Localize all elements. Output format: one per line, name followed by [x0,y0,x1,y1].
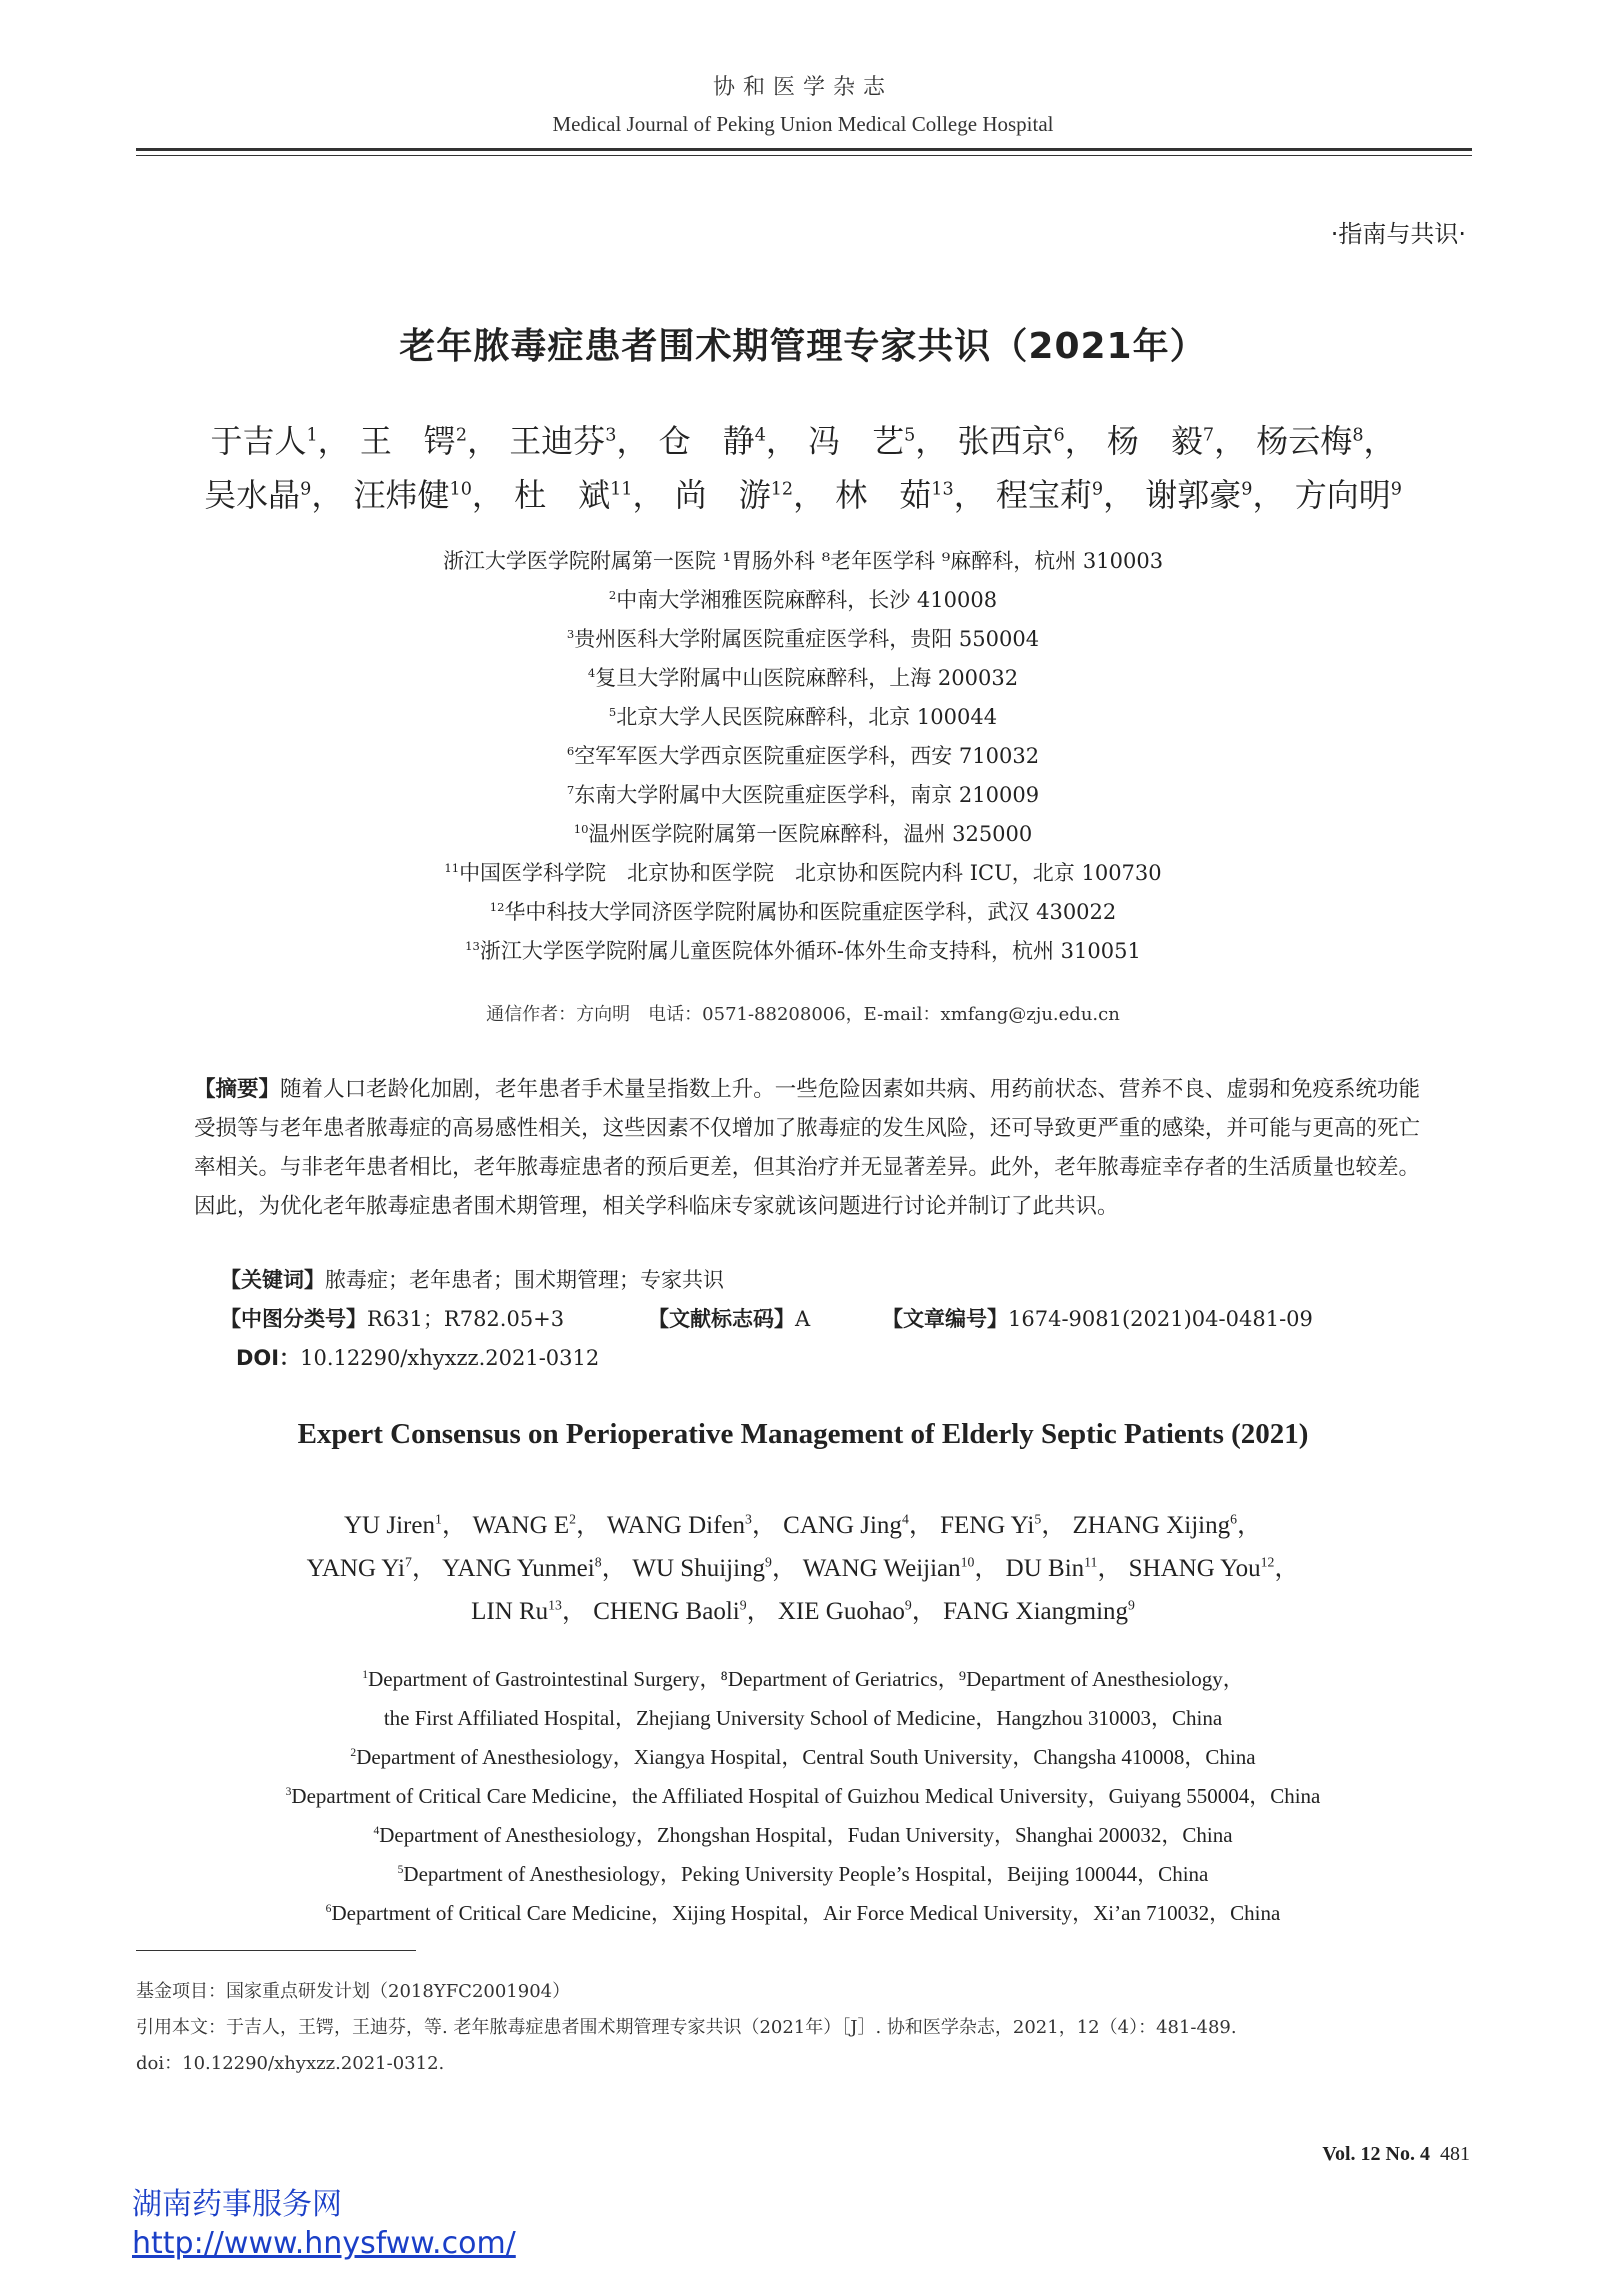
watermark-site-name: 湖南药事服务网 [132,2187,342,2222]
affiliation-line: 浙江大学医学院附属第一医院 ¹胃肠外科 ⁸老年医学科 ⁹麻醉科，杭州 310003 [442,549,1164,573]
author-name: 谢郭豪 [1145,476,1242,514]
header-rule [136,148,1472,151]
citation-note: 引用本文：于吉人，王锷，王迪芬，等. 老年脓毒症患者围术期管理专家共识（2021年）［J］. 协和医学杂志，2021，12（4）：481-489. [136,2017,1237,2038]
affiliation-line: $^{12}$华中科技大学同济医学院附属协和医院重症医学科，武汉 430022 [489,900,1117,924]
article-title-en: Expert Consensus on Perioperative Management of Elderly Septic Patients (2021) [297,1418,1309,1450]
affiliations-cn [0,542,1606,971]
author-name: XIE Guohao [777,1598,905,1625]
article-number-label: 【文章编号】 [882,1307,1008,1331]
author-name: YU Jiren [344,1512,435,1539]
author-name: 林 茹 [835,476,932,514]
author-name: ZHANG Xijing [1072,1512,1231,1539]
affiliation-line: the First Affiliated Hospital，Zhejiang University School of Medicine，Hangzhou 310003，China [383,1706,1223,1730]
author-list-cn [0,414,1606,522]
affiliations-en [0,1660,1606,1933]
doi-text: 10.12290/xhyxzz.2021-0312 [300,1346,600,1370]
author-name: SHANG You [1128,1555,1261,1582]
author-sup: 6 [1053,425,1065,446]
abstract [194,1070,1420,1226]
abstract-label: 【摘要】 [194,1077,281,1102]
classification-text: R631；R782.05+3 [367,1307,565,1331]
author-sup: 5 [904,425,916,446]
author-name: WANG Difen [606,1512,746,1539]
author-list-en [0,1504,1606,1633]
author-sup: 3 [605,425,617,446]
author-line: 吴水晶$^9$， 汪炜健$^{10}$， 杜 斌$^{11}$， 尚 游$^{12}$， 林 茹$^{13}$， 程宝莉$^9$， 谢郭豪$^9$， 方向明$^9$ [204,476,1402,514]
affiliation-line: $^2$中南大学湘雅医院麻醉科，长沙 410008 [608,588,998,612]
author-name: WU Shuijing [632,1555,766,1582]
author-name: 张西京 [957,422,1054,460]
keywords-label: 【关键词】 [220,1268,325,1292]
author-name: 王 锷 [359,422,456,460]
affiliation-line: $^4$Department of Anesthesiology，Zhongshan Hospital，Fudan University，Shanghai 200032，China [373,1823,1233,1847]
doc-code-label: 【文献标志码】 [648,1307,795,1331]
article-title-cn: 老年脓毒症患者围术期管理专家共识（2021年） [399,326,1207,367]
classification-label: 【中图分类号】 [220,1307,367,1331]
page-number: 481 [1440,2143,1470,2165]
affiliation-line: $^4$复旦大学附属中山医院麻醉科，上海 200032 [587,666,1019,690]
affiliation-line: $^2$Department of Anesthesiology，Xiangya Hospital，Central South University，Changsha 410008，China [350,1745,1256,1769]
author-name: 杜 斌 [514,476,611,514]
author-name: DU Bin [1005,1555,1085,1582]
author-name: LIN Ru [471,1598,549,1625]
author-name: 于吉人 [210,422,307,460]
footnote-rule [136,1950,416,1951]
author-name: CHENG Baoli [593,1598,740,1625]
classification-row [220,1303,564,1333]
author-name: 王迪芬 [509,422,606,460]
author-line: LIN Ru$^{13}$， CHENG Baoli$^9$， XIE Guohao$^9$， FANG Xiangming$^9$ [471,1597,1135,1625]
page-footer [1322,2143,1470,2166]
author-name: FENG Yi [940,1512,1035,1539]
author-sup: 1 [306,425,318,446]
footnotes [136,1974,1237,2082]
watermark-link[interactable]: http://www.hnysfww.com/ [132,2226,516,2261]
doi-line [236,1342,599,1372]
author-name: 吴水晶 [204,476,301,514]
author-name: 冯 艺 [808,422,905,460]
doi-label: DOI： [236,1346,301,1370]
author-line: YU Jiren$^1$， WANG $E^2$， WANG Difen$^3$， CANG Jing$^4$， FENG Yi$^5$， ZHANG Xijing$^6$， [344,1511,1262,1539]
author-name: 程宝莉 [995,476,1092,514]
corresponding-author: 通信作者：方向明 电话：0571-88208006，E-mail：xmfang@zju.edu.cn [486,1004,1120,1025]
author-name: 仓 静 [658,422,755,460]
affiliation-line: $^{10}$温州医学院附属第一医院麻醉科，温州 325000 [573,822,1033,846]
affiliation-line: $^{11}$中国医学科学院 北京协和医学院 北京协和医院内科 ICU，北京 100730 [444,861,1162,885]
article-number [882,1303,1313,1333]
author-sup: 10 [449,479,472,500]
affiliation-line: $^6$Department of Critical Care Medicine，Xijing Hospital，Air Force Medical University，Xi’an 710032，China [325,1901,1281,1925]
affiliation-line: $^1$Department of Gastrointestinal Surgery，⁸Department of Geriatrics，⁹Department of Anesthesiology， [362,1667,1244,1691]
affiliation-line: $^{13}$浙江大学医学院附属儿童医院体外循环-体外生命支持科，杭州 310051 [465,939,1141,963]
affiliation-line: $^6$空军军医大学西京医院重症医学科，西安 710032 [566,744,1040,768]
author-name: YANG Yi [306,1555,405,1582]
journal-title-cn: 协和医学杂志 [712,75,893,100]
affiliation-line: $^7$东南大学附属中大医院重症医学科，南京 210009 [566,783,1040,807]
volume-label: Vol. 12 No. 4 [1322,2143,1430,2165]
author-sup: 7 [1202,425,1215,446]
abstract-text: 随着人口老龄化加剧，老年患者手术量呈指数上升。一些危险因素如共病、用药前状态、营养不良、虚弱和免疫系统功能受损等与老年患者脓毒症的高易感性相关，这些因素不仅增加了脓毒症的发生风险，还可导致更严重的感染，并可能与更高的死亡率相关。与非老年患者相比，老年脓毒症患者的预后更差，但其治疗并无显著差异。此外，老年脓毒症幸存者的生活质量也较差。因此，为优化老年脓毒症患者围术期管理，相关学科临床专家就该问题进行讨论并制订了此共识。 [194,1077,1420,1219]
author-name: 尚 游 [674,476,771,514]
author-name: YANG Yunmei [442,1555,595,1582]
article-number-text: 1674-9081(2021)04-0481-09 [1008,1307,1313,1331]
affiliation-line: $^5$北京大学人民医院麻醉科，北京 100044 [608,705,998,729]
author-name: 方向明 [1294,476,1391,514]
section-tag: ·指南与共识· [1330,220,1466,248]
author-name: CANG Jing [783,1512,902,1539]
fund-note: 基金项目：国家重点研发计划（2018YFC2001904） [136,1981,571,2002]
journal-title-en: Medical Journal of Peking Union Medical College Hospital [552,112,1054,136]
author-sup: 9 [1091,479,1104,500]
author-sup: 11 [610,479,633,500]
author-sup: 4 [754,425,766,446]
watermark[interactable] [132,2185,516,2263]
affiliation-line: $^3$Department of Critical Care Medicine，the Affiliated Hospital of Guizhou Medical University，Guiyang 550004，China [285,1784,1321,1808]
author-name: WANG Weijian [802,1555,961,1582]
author-sup: 12 [770,479,794,500]
keywords [220,1264,724,1294]
author-name: FANG Xiangming [943,1598,1129,1625]
doc-code-text: A [795,1307,811,1331]
author-line: YANG Yi$^7$， YANG Yunmei$^8$， WU Shuijing$^9$， WANG Weijian$^{10}$， DU Bin$^{11}$， SHANG You$^{12}$， [306,1554,1300,1582]
author-sup: 9 [1390,479,1402,500]
author-sup: 8 [1352,425,1364,446]
author-name: 杨云梅 [1256,422,1353,460]
keywords-text: 脓毒症；老年患者；围术期管理；专家共识 [325,1268,724,1292]
author-sup: 9 [1241,479,1253,500]
author-sup: 9 [300,479,312,500]
author-sup: 2 [455,425,468,446]
author-name: WANG E [472,1512,570,1539]
author-line: 于吉人$^1$， 王 锷$^2$， 王迪芬$^3$， 仓 静$^4$， 冯 艺$^5$， 张西京$^6$， 杨 毅$^7$， 杨云梅$^8$， [210,422,1396,460]
affiliation-line: $^3$贵州医科大学附属医院重症医学科，贵阳 550004 [566,627,1040,651]
doi-note: doi：10.12290/xhyxzz.2021-0312. [136,2053,445,2074]
header-rule-thin [136,155,1472,156]
affiliation-line: $^5$Department of Anesthesiology，Peking University People’s Hospital，Beijing 100044，China [397,1862,1209,1886]
doc-code [648,1303,810,1333]
author-name: 杨 毅 [1106,422,1203,460]
author-sup: 13 [931,479,954,500]
author-name: 汪炜健 [353,476,450,514]
